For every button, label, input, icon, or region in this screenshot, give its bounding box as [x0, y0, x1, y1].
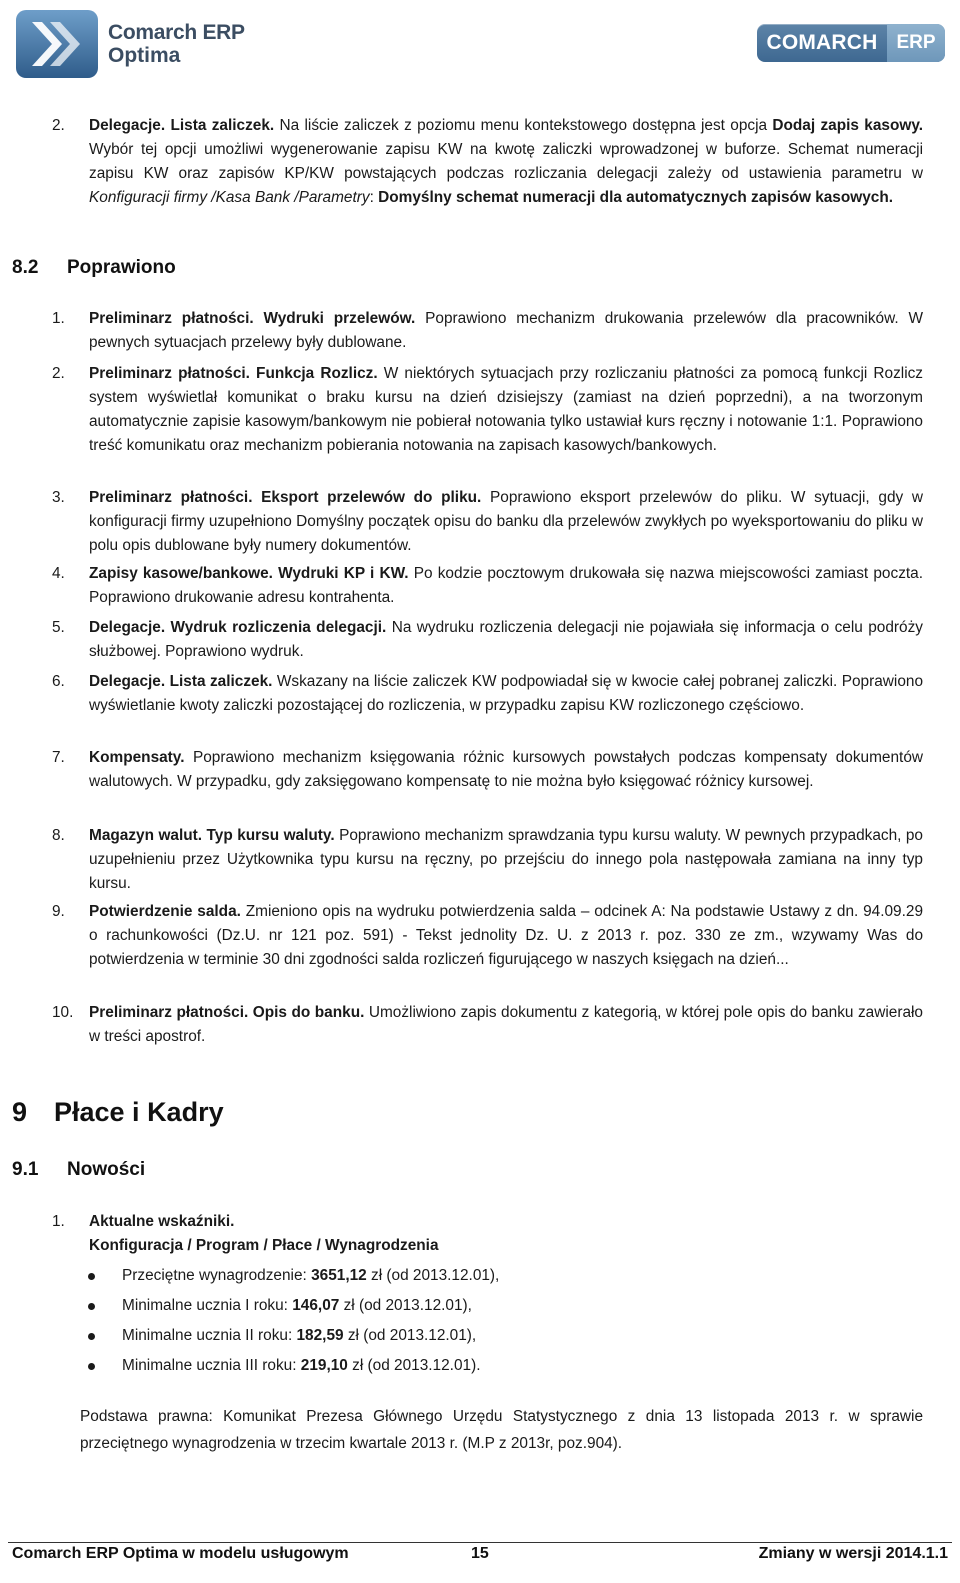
fix-title: Preliminarz płatności. Funkcja Rozlicz.	[89, 365, 378, 382]
fix-description: Na wydruku rozliczenia delegacji nie pojawiała się informacja o celu podróży służbowej. Poprawiono wydruk.	[89, 619, 923, 660]
list-number: 7.	[52, 749, 65, 766]
indicator-item	[122, 1324, 476, 1348]
indicator-date: zł (od 2013.12.01),	[343, 1327, 477, 1344]
item-title: Aktualne wskaźniki.	[89, 1213, 235, 1230]
indicator-date: zł (od 2013.12.01),	[366, 1267, 500, 1284]
fix-item	[89, 824, 923, 896]
footer-doc-title: Comarch ERP Optima w modelu usługowym	[12, 1545, 349, 1562]
product-name-line2: Optima	[108, 44, 181, 67]
list-item-text	[89, 1210, 923, 1258]
section-title: Nowości	[67, 1159, 146, 1180]
fix-title: Potwierdzenie salda.	[89, 903, 241, 920]
fix-item	[89, 1001, 923, 1049]
fix-description: Zmieniono opis na wydruku potwierdzenia salda – odcinek A: Na podstawie Ustawy z dn. 94.09.29 o rachunkowości (Dz.U. nr 121 poz. 591) - Tekst jednolity Dz. U. z 2013 r. poz. 330 ze zm., wzywamy Was do potwierdzenia w terminie 30 dni zgodności salda rozliczeń figurującego w naszych księgach na dzień...	[89, 903, 923, 968]
fix-item	[89, 362, 923, 458]
list-number: 1.	[52, 310, 65, 327]
footer-divider	[8, 1542, 952, 1543]
fix-item	[89, 616, 923, 664]
page-header	[0, 0, 960, 96]
fix-item	[89, 486, 923, 558]
indicator-label: Przeciętne wynagrodzenie:	[122, 1267, 312, 1284]
indicator-date: zł (od 2013.12.01),	[339, 1297, 472, 1314]
item-parameter-name: Domyślny schemat numeracji dla automatycznych zapisów kasowych.	[378, 189, 894, 206]
item-body-2: Wybór tej opcji umożliwi wygenerowanie zapisu KW na kwotę zaliczki wprowadzonej w buforze. Schemat numeracji zapisu KW oraz zapisów KP/KW powstających podczas rozliczania delegacji zależy od ustawienia parametru w	[89, 141, 923, 182]
indicator-item	[122, 1264, 499, 1288]
comarch-chevron-logo-icon	[14, 8, 100, 80]
fix-title: Preliminarz płatności. Eksport przelewów do pliku.	[89, 489, 482, 506]
fix-description: Poprawiono mechanizm księgowania różnic kursowych powstałych podczas kompensaty dokumentów walutowych. W przypadku, gdy zaksięgowano kompensatę to nie można było księgować różnicy kursowej.	[89, 749, 923, 790]
section-number: 8.2	[12, 257, 39, 278]
item-config-path: Konfiguracji firmy /Kasa Bank /Parametry	[89, 189, 370, 206]
fix-title: Delegacje. Lista zaliczek.	[89, 673, 273, 690]
page-footer	[12, 1545, 948, 1571]
fix-title: Delegacje. Wydruk rozliczenia delegacji.	[89, 619, 387, 636]
section-title: Poprawiono	[67, 257, 176, 278]
fix-description: Umożliwiono zapis dokumentu z kategorią, w której pole opis do banku zawierało w treści apostrof.	[89, 1004, 923, 1045]
product-logo	[14, 8, 245, 80]
indicator-label: Minimalne ucznia III roku:	[122, 1357, 301, 1374]
fix-item	[89, 746, 923, 794]
list-number: 8.	[52, 827, 65, 844]
fix-description: Poprawiono mechanizm sprawdzania typu kursu waluty. W pewnych przypadkach, po uzupełnieniu przez Użytkownika typu kursu na ręczny, po przejściu do innego pola następowała zamiana na inny typ kursu.	[89, 827, 923, 892]
fix-item	[89, 307, 923, 355]
footer-version: Zmiany w wersji 2014.1.1	[758, 1545, 948, 1562]
fix-description: Poprawiono eksport przelewów do pliku. W sytuacji, gdy w konfiguracji firmy uzupełniono Domyślny początek opisu do banku dla przelewów zwykłych po wyeksportowaniu do pliku w polu opis dublowane były numery dokumentów.	[89, 489, 923, 554]
brand-suffix: ERP	[887, 24, 945, 62]
item-config-path: Konfiguracja / Program / Płace / Wynagrodzenia	[89, 1237, 439, 1254]
product-name	[108, 21, 245, 67]
indicator-item	[122, 1354, 480, 1378]
list-number: 1.	[52, 1213, 65, 1230]
section-heading-8-2	[12, 257, 176, 279]
indicator-value: 219,10	[300, 1357, 348, 1374]
list-number: 3.	[52, 489, 65, 506]
fix-description: Wskazany na liście zaliczek KW podpowiadał się w kwocie całej pobranej zaliczki. Poprawiono wyświetlanie kwoty zaliczki pozostającej do rozliczenia, w przypadku zapisu KW rozliczonego częściowo.	[89, 673, 924, 714]
brand-name: COMARCH	[766, 31, 878, 54]
list-number: 5.	[52, 619, 65, 636]
fix-title: Preliminarz płatności. Opis do banku.	[89, 1004, 365, 1021]
item-bold-option: Dodaj zapis kasowy.	[772, 117, 924, 134]
page-number: 15	[471, 1545, 489, 1562]
list-number: 6.	[52, 673, 65, 690]
list-number: 10.	[52, 1004, 74, 1021]
fix-description: Poprawiono mechanizm drukowania przelewów dla pracowników. W pewnych sytuacjach przelewy były dublowane.	[89, 310, 923, 351]
chapter-title: Płace i Kadry	[54, 1097, 224, 1127]
section-heading-9-1	[12, 1159, 145, 1181]
list-number: 2.	[52, 117, 65, 134]
bullet-icon	[88, 1303, 95, 1310]
bullet-icon	[88, 1363, 95, 1370]
product-name-line1: Comarch ERP	[108, 21, 245, 44]
indicator-value: 3651,12	[311, 1267, 367, 1284]
indicator-value: 182,59	[296, 1327, 344, 1344]
bullet-icon	[88, 1273, 95, 1280]
fix-item	[89, 900, 923, 972]
indicator-value: 146,07	[292, 1297, 340, 1314]
fix-title: Kompensaty.	[89, 749, 185, 766]
fix-item	[89, 562, 923, 610]
item-body: Na liście zaliczek z poziomu menu kontekstowego dostępna jest opcja	[274, 117, 773, 134]
fix-title: Magazyn walut. Typ kursu waluty.	[89, 827, 335, 844]
indicator-item	[122, 1294, 472, 1318]
list-number: 4.	[52, 565, 65, 582]
chapter-heading-9	[12, 1097, 224, 1128]
legal-basis: Podstawa prawna: Komunikat Prezesa Głównego Urzędu Statystycznego z dnia 13 listopada 2013 r. w sprawie przeciętnego wynagrodzenia w trzecim kwartale 2013 r. (M.P z 2013r, poz.904).	[80, 1408, 923, 1452]
comarch-erp-badge	[757, 24, 945, 62]
chapter-number: 9	[12, 1097, 28, 1127]
bullet-icon	[88, 1333, 95, 1340]
item-title: Delegacje.	[89, 117, 166, 134]
indicator-label: Minimalne ucznia II roku:	[122, 1327, 297, 1344]
fix-description: W niektórych sytuacjach przy rozliczaniu płatności za pomocą funkcji Rozlicz system wyświetlał komunikat o braku kursu na dzień dzisiejszy (zamiast na dzień poprzedni), a na tworzonym automatycznie zapisie kasowym/bankowym nie pobierał notowania tylko ustawiał kurs ręczny i notowanie 1:1. Poprawiono treść komunikatu oraz mechanizm pobierania notowania na zapisach kasowych/bankowych.	[89, 365, 924, 454]
section-number: 9.1	[12, 1159, 39, 1180]
indicator-label: Minimalne ucznia I roku:	[122, 1297, 293, 1314]
list-number: 2.	[52, 365, 65, 382]
fix-title: Preliminarz płatności. Wydruki przelewów.	[89, 310, 416, 327]
indicator-date: zł (od 2013.12.01).	[347, 1357, 481, 1374]
item-colon: :	[369, 189, 379, 206]
list-item-text	[89, 114, 923, 210]
fix-description: Po kodzie pocztowym drukowała się nazwa miejscowości zamiast poczta. Poprawiono drukowanie adresu kontrahenta.	[89, 565, 923, 606]
fix-title: Zapisy kasowe/bankowe. Wydruki KP i KW.	[89, 565, 409, 582]
list-number: 9.	[52, 903, 65, 920]
item-subtitle: Lista zaliczek.	[170, 117, 275, 134]
fix-item	[89, 670, 923, 718]
